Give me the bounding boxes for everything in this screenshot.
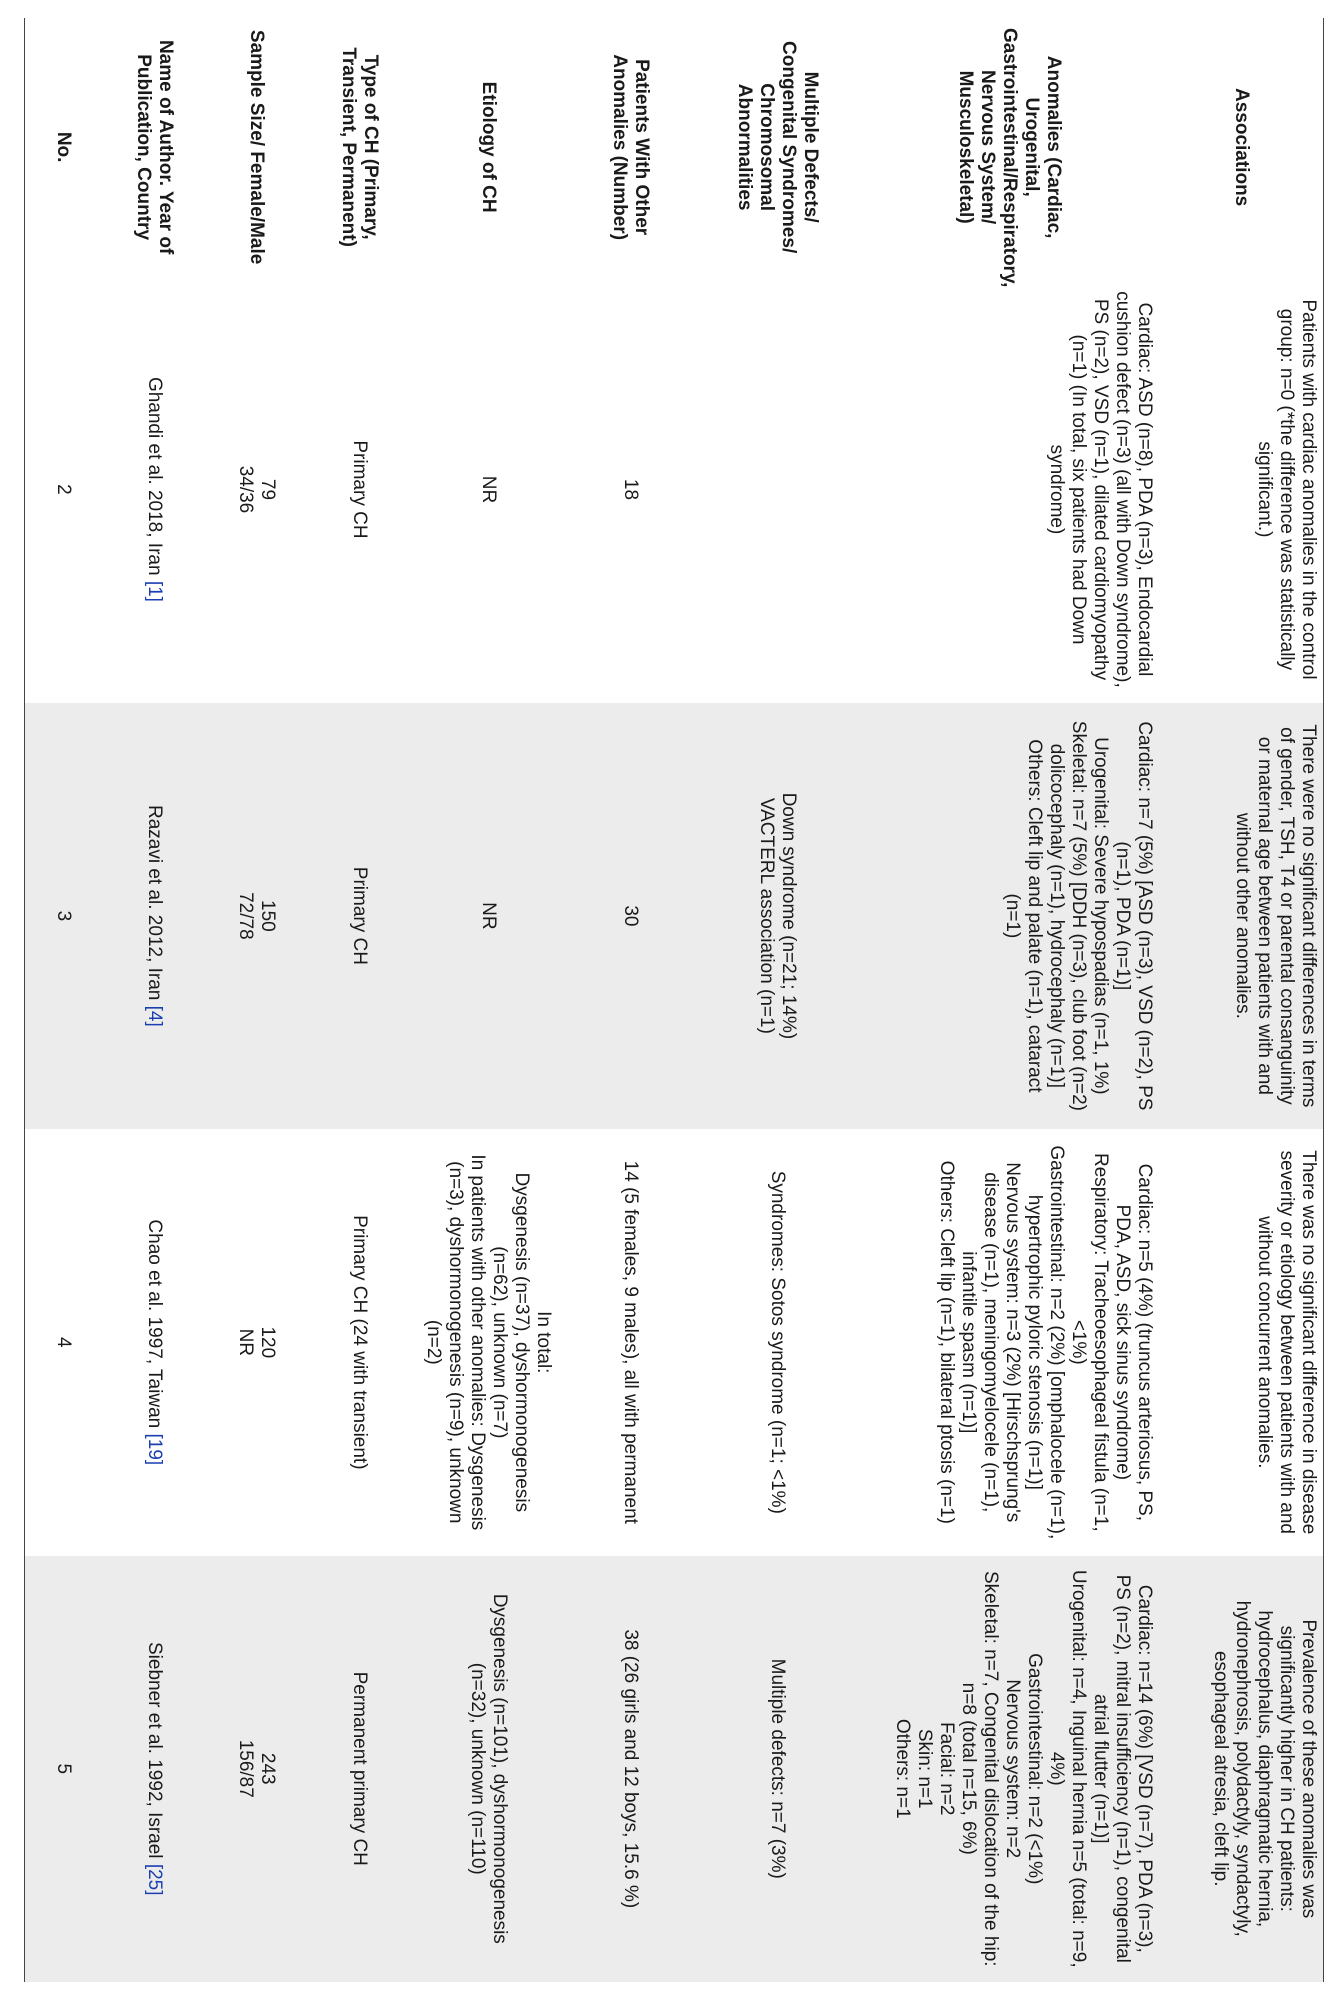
cell-no: 2: [25, 276, 102, 702]
row-header-anomalies: Anomalies (Cardiac, Urogenital, Gastrointestinal/Respiratory, Nervous System/ Musculoskeletal): [860, 18, 1159, 276]
row-header-author: Name of Author. Year of Publication, Country: [101, 18, 207, 276]
row-etiology: [411, 18, 565, 1982]
anomalies-table: [24, 18, 1324, 1982]
cell-etiology: NR: [478, 475, 500, 504]
cell-associations: There were no significant differences in terms of gender, TSH, T4 or parental consanguinity or maternal age between patients with and without other anomalies.: [1159, 703, 1324, 1129]
reference-link[interactable]: [1]: [144, 580, 166, 602]
row-type-of-ch: [306, 18, 412, 1982]
female-male-value: NR: [235, 1328, 257, 1357]
cell-author: [101, 703, 207, 1129]
cell-patients: 18: [620, 478, 642, 501]
sample-size-value: 79: [257, 478, 279, 501]
cell-multiple-defects: Syndromes: Sotos syndrome (n=1; <1%): [767, 1170, 789, 1514]
cell-anomalies: Cardiac: n=14 (6%) [VSD (n=7), PDA (n=3), PS (n=2), mitral insufficiency (n=1), congenital atrial flutter (n=1)] Urogenital: n=4, Inguinal hernia n=5 (total: n=9, 4%) Gastrointestinal: n=2 (<1%) Nervous system: n=2 Skeletal: n=7, Congenital dislocation of the hip: n=8 (total n=15, 6%) Facial: n=2 Skin: n=1 Others: n=1: [860, 1556, 1159, 1982]
cell-author: [101, 1129, 207, 1555]
cell-sample: [207, 1556, 306, 1982]
cell-patients: 14 (5 females, 9 males), all with permanent: [620, 1160, 642, 1524]
row-sample-size: [207, 18, 306, 1982]
row-patients-other-anomalies: [565, 18, 695, 1982]
cell-multiple-defects: Down syndrome (n=21; 14%) VACTERL association (n=1): [695, 703, 860, 1129]
reference-link[interactable]: [19]: [144, 1433, 166, 1466]
cell-author: [101, 1556, 207, 1982]
row-header-no: No.: [25, 18, 102, 276]
author-text: Razavi et al. 2012, Iran: [144, 804, 166, 1001]
row-anomalies: [860, 18, 1159, 1982]
reference-link[interactable]: [4]: [144, 1005, 166, 1027]
row-header-type: Type of CH (Primary, Transient, Permanent): [306, 18, 412, 276]
cell-sample: [207, 1129, 306, 1555]
row-header-multiple-defects: Multiple Defects/ Congenital Syndromes/ Chromosomal Abnormalities: [695, 18, 860, 276]
cell-type: Primary CH (24 with transient): [348, 1215, 370, 1470]
row-number: [25, 18, 102, 1982]
cell-multiple-defects: [695, 276, 860, 702]
female-male-value: 72/78: [235, 892, 257, 940]
cell-associations: Patients with cardiac anomalies in the control group: n=0 (*the difference was statistically significant.): [1159, 276, 1324, 702]
author-text: Siebner et al. 1992, Israel: [144, 1642, 166, 1859]
reference-link[interactable]: [25]: [144, 1863, 166, 1896]
cell-anomalies: Cardiac: n=7 (5%) [ASD (n=3), VSD (n=2), PS (n=1), PDA (n=1)] Urogenital: Severe hypospadias (n=1, 1%) Skeletal: n=7 (5%) [DDH (n=3), club foot (n=2) dolicocephaly (n=1), hydrocephaly (n=1)] Others: Cleft lip and palate (n=1), cataract (n=1): [860, 703, 1159, 1129]
sample-size-value: 120: [257, 1326, 279, 1359]
cell-etiology: NR: [411, 703, 565, 1129]
cell-anomalies: Cardiac: ASD (n=8), PDA (n=3), Endocardial cushion defect (n=3) (all with Down syndrome), PS (n=2), VSD (n=1), dilated cardiomyopathy (n=1) (In total, six patients had Down syndrome): [1045, 291, 1155, 688]
female-male-value: 34/36: [235, 465, 257, 514]
cell-sample: [207, 703, 306, 1129]
cell-associations: There was no significant difference in disease severity or etiology between patients with and without concurrent anomalies.: [1159, 1129, 1324, 1555]
author-text: Ghandi et al. 2018, Iran: [144, 376, 166, 576]
row-header-patients: Patients With Other Anomalies (Number): [565, 18, 695, 276]
cell-type: Primary CH: [348, 440, 370, 539]
cell-author: [101, 276, 207, 702]
row-header-associations: Associations: [1159, 18, 1324, 276]
sample-size-value: 150: [257, 900, 279, 932]
cell-sample: [207, 276, 306, 702]
cell-anomalies: Cardiac: n=5 (4%) (truncus arteriosus, PS, PDA, ASD, sick sinus syndrome) Respiratory: Tracheoesophageal fistula (n=1, <1%) Gastrointestinal: n=2 (2%) [omphalocele (n=1), hypertrophic pyloric stenosis (n=1)] Nervous system: n=3 (2%) [Hirschsprung's disease (n=1), meningomyelocele (n=1), infantile spasm (n=1)] Others: Cleft lip (n=1), bilateral ptosis (n=1): [935, 1145, 1155, 1540]
sample-size-value: 243: [257, 1752, 279, 1785]
cell-no: 4: [25, 1129, 102, 1555]
female-male-value: 156/87: [235, 1739, 257, 1798]
cell-patients: 30: [565, 703, 695, 1129]
row-multiple-defects: [695, 18, 860, 1982]
cell-etiology: In total: Dysgenesis (n=37), dyshormonogenesis (n=62), unknown (n=7) In patients with other anomalies: Dysgenesis (n=3), dyshormonogenesis (n=9), unknown (n=2): [423, 1154, 555, 1531]
cell-etiology: Dysgenesis (n=101), dyshormonogenesis (n=32), unknown (n=110): [411, 1556, 565, 1982]
cell-patients: 38 (26 girls and 12 boys, 15.6 %): [565, 1556, 695, 1982]
row-header-etiology: Etiology of CH: [411, 18, 565, 276]
cell-type: Permanent primary CH: [306, 1556, 412, 1982]
author-text: Chao et al. 1997, Taiwan: [144, 1219, 166, 1429]
cell-no: 3: [25, 703, 102, 1129]
row-author: [101, 18, 207, 1982]
cell-no: 5: [25, 1556, 102, 1982]
cell-associations: Prevalence of these anomalies was significantly higher in CH patients: hydrocephalus, diaphragmatic hernia, hydronephrosis, polydactyly, syndactyly, esophageal atresia, cleft lip.: [1159, 1556, 1324, 1982]
cell-multiple-defects: Multiple defects: n=7 (3%): [695, 1556, 860, 1982]
row-associations: [1159, 18, 1324, 1982]
cell-type: Primary CH: [306, 703, 412, 1129]
row-header-sample: Sample Size/ Female/Male: [207, 18, 306, 276]
